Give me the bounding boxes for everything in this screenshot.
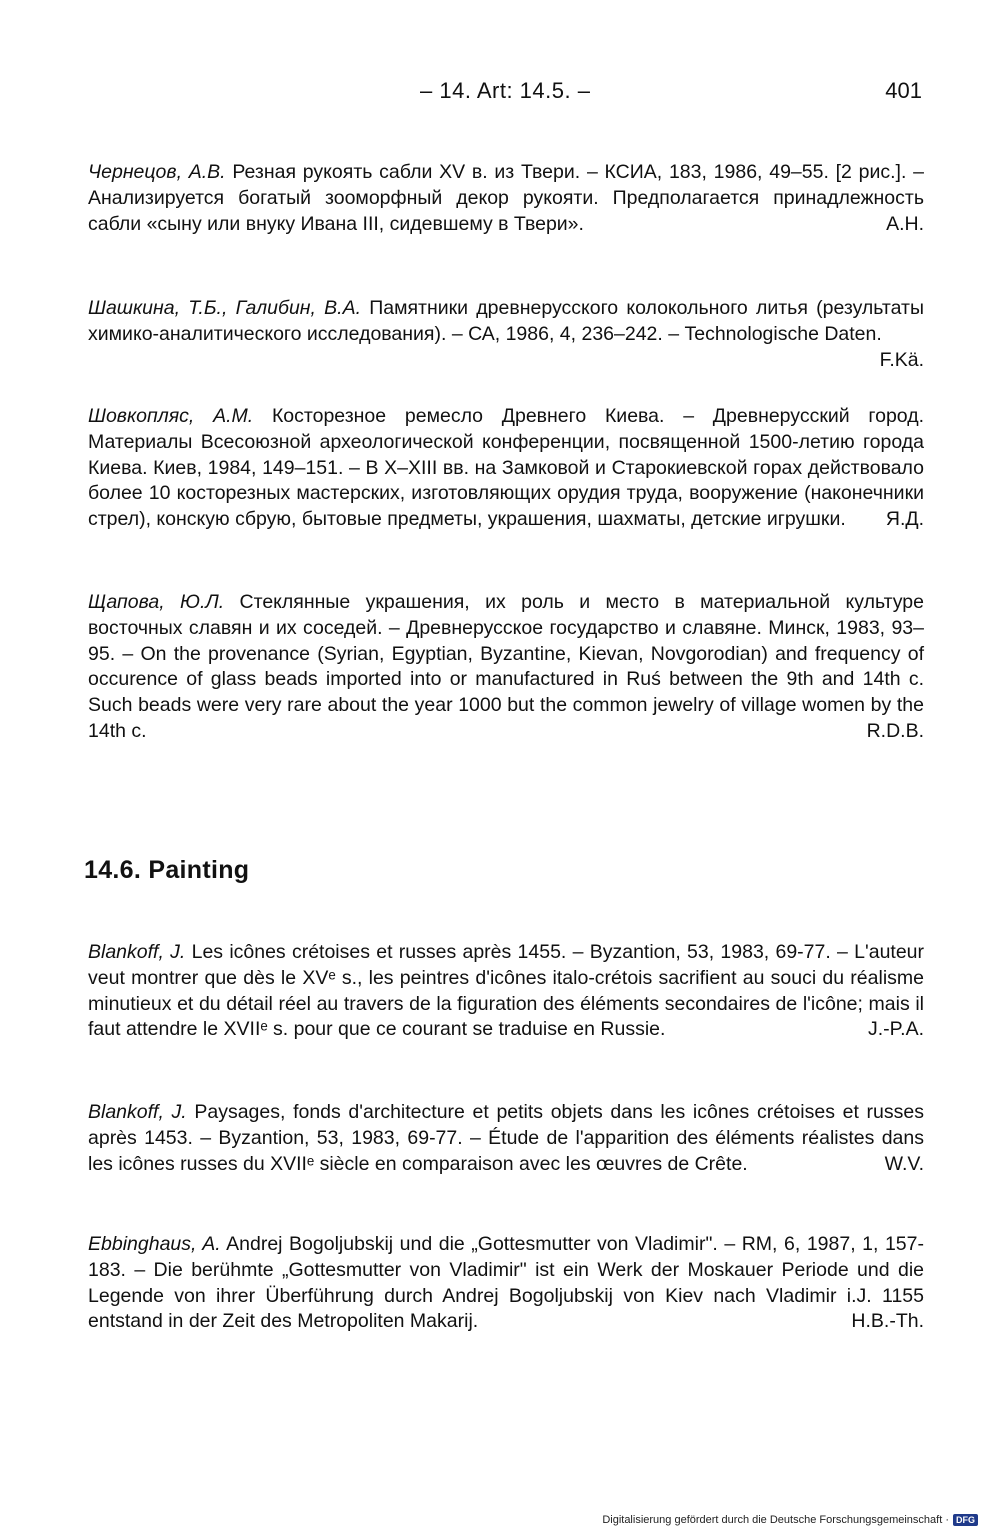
page-number: 401 xyxy=(885,78,922,103)
entry-text: Paysages, fonds d'architecture et petits objets dans les icônes crétoises et russes après 1453. – Byzantion, 53, 1983, 69-77. – Étude de l'apparition des éléments réalistes dans les icônes russes du XVIIᵉ siècle en comparaison avec les œuvres de Crête. xyxy=(88,1101,924,1175)
entry-author: Щапова, Ю.Л. xyxy=(88,591,225,613)
entry-initials: А.Н. xyxy=(886,212,924,235)
entry-initials: F.Kä. xyxy=(879,348,924,371)
entry-text: Памятники древнерусского колокольного литья (результаты химико-аналитического исследования). – СА, 1986, 4, 236–242. – Technologische Daten. xyxy=(88,297,924,345)
running-head xyxy=(0,78,1000,108)
entry-author: Чернецов, А.В. xyxy=(88,161,226,183)
digitization-footer xyxy=(602,1514,978,1526)
bib-entry xyxy=(88,590,924,745)
dfg-logo-icon: DFG xyxy=(953,1514,978,1526)
bib-entry xyxy=(88,1232,924,1335)
entry-text: Резная рукоять сабли XV в. из Твери. – КСИА, 183, 1986, 49–55. [2 рис.]. – Анализируется богатый зооморфный декор рукояти. Предполагается принадлежность сабли «сыну или внуку Ивана III, сидевшему в Твери». xyxy=(88,161,924,235)
entry-author: Шашкина, Т.Б., Галибин, В.А. xyxy=(88,297,362,319)
entry-initials: Я.Д. xyxy=(885,508,924,531)
bib-entry xyxy=(88,296,924,373)
bib-entry xyxy=(88,160,924,237)
bib-entry xyxy=(88,940,924,1043)
bib-entry xyxy=(88,1100,924,1177)
entry-author: Blankoff, J. xyxy=(88,1101,187,1123)
entry-text: Косторезное ремесло Древнего Киева. – Древнерусский город. Материалы Всесоюзной археологической конференции, посвященной 1500-летию города Киева. Киев, 1984, 149–151. – В X–XIII вв. на Замковой и Старокиевской горах действовало более 10 косторезных мастерских, изготовляющих орудия труда, вооружение (наконечники стрел), конскую сбрую, бытовые предметы, украшения, шахматы, детские игрушки. xyxy=(88,405,924,531)
entry-initials: J.-P.A. xyxy=(868,1018,924,1041)
entry-author: Ebbinghaus, A. xyxy=(88,1233,221,1255)
section-title: 14.6. Painting xyxy=(84,856,250,884)
running-head-title: – 14. Art: 14.5. – xyxy=(420,78,591,103)
entry-text: Andrej Bogoljubskij und die „Gottesmutter von Vladimir". – RM, 6, 1987, 1, 157-183. – Die berühmte „Gottesmutter von Vladimir" ist ein Werk der Moskauer Periode und die Legende von ihrer Überführung durch Andrej Bogoljubskij von Kiev nach Vladimir i.J. 1155 entstand in der Zeit des Metropoliten Makarij. xyxy=(88,1233,924,1333)
entry-initials: R.D.B. xyxy=(866,719,924,742)
entry-initials: W.V. xyxy=(884,1152,924,1175)
entry-text: Les icônes crétoises et russes après 1455. – Byzantion, 53, 1983, 69-77. – L'auteur veut montrer que dès le XVᵉ s., les peintres d'icônes italo-crétois sacrifient au souci du réalisme minutieux et du détail réel au travers de la figuration des éléments secondaires de l'icône; mais il faut attendre le XVIIᵉ s. pour que ce courant se traduise en Russie. xyxy=(88,941,925,1041)
footer-credit: Digitalisierung gefördert durch die Deutsche Forschungsgemeinschaft · xyxy=(602,1514,949,1526)
entry-initials: H.B.-Th. xyxy=(851,1310,924,1333)
bib-entry xyxy=(88,404,924,533)
entry-text: Стеклянные украшения, их роль и место в материальной культуре восточных славян и их соседей. – Древнерусское государство и славяне. Минск, 1983, 93–95. – On the provenance (Syrian, Egyptian, Byzantine, Kievan, Novgorodian) and frequency of occurence of glass beads imported into or manufactured in Ruś between the 9th and 14th c. Such beads were very rare about the year 1000 but the common jewelry of village women by the 14th c. xyxy=(88,591,924,742)
entry-author: Шовкопляс, А.М. xyxy=(88,405,254,427)
entry-author: Blankoff, J. xyxy=(88,941,186,963)
